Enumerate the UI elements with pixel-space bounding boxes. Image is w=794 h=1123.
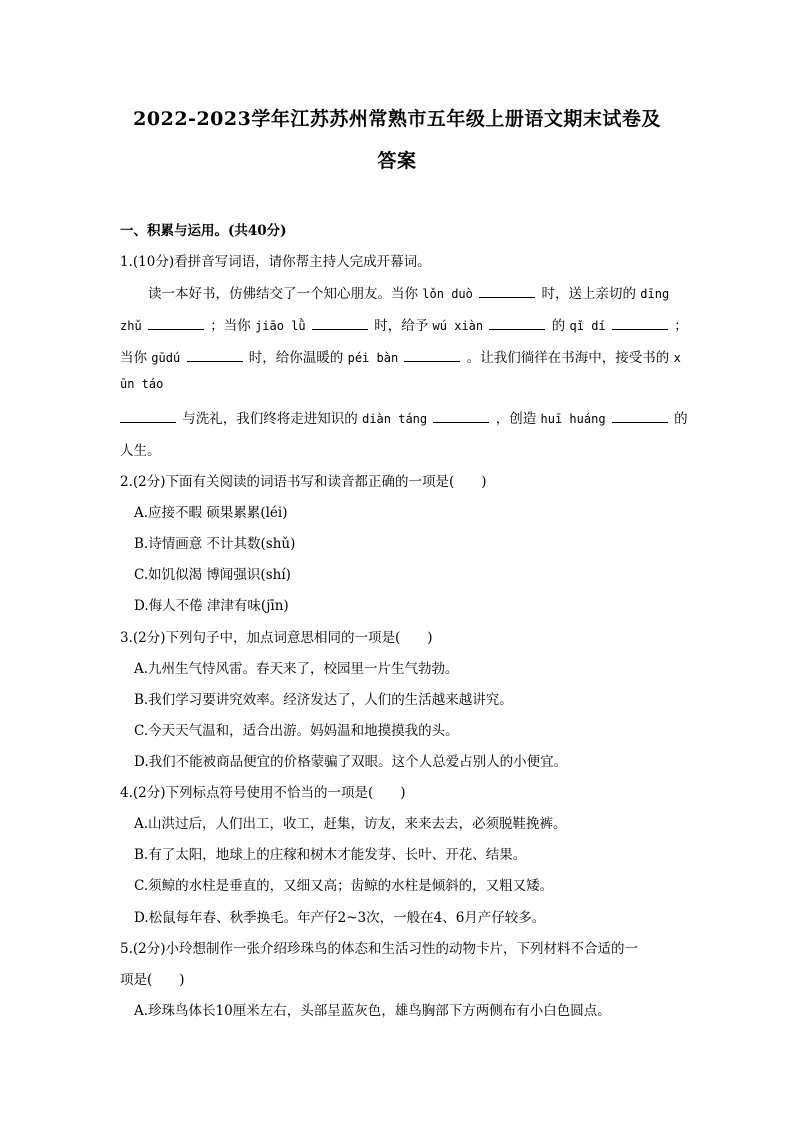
question-3-stem: 3.(2分)下列句子中，加点词意思相同的一项是( ) [120, 630, 433, 646]
option-d: D.我们不能被商品便宜的价格蒙骗了双眼。这个人总爱占别人的小便宜。 [134, 754, 568, 770]
option-c: C.须鲸的水柱是垂直的，又细又高；齿鲸的水柱是倾斜的，又粗又矮。 [134, 878, 554, 894]
section-heading: 一、积累与运用。(共40分) [120, 223, 287, 239]
question-1-line-2 [120, 314, 688, 334]
text: 读一本好书，仿佛结交了一个知心朋友。当你 [148, 286, 418, 302]
answer-blank[interactable] [479, 285, 535, 298]
answer-blank[interactable] [312, 317, 368, 330]
pinyin: huī huáng [540, 412, 606, 426]
question-4-stem: 4.(2分)下列标点符号使用不恰当的一项是( ) [120, 785, 406, 801]
text: ；当你 [210, 318, 251, 334]
question-5-stem: 5.(2分)小玲想制作一张介绍珍珠鸟的体态和生活习性的动物卡片，下列材料不合适的一 [120, 941, 639, 957]
answer-blank[interactable] [404, 349, 460, 362]
option-c: C.如饥似渴 博闻强识(shí) [134, 567, 291, 583]
page-title: 2022-2023学年江苏苏州常熟市五年级上册语文期末试卷及 [133, 108, 661, 130]
question-1-line-1 [148, 282, 669, 302]
text: 与洗礼，我们终将走进知识的 [182, 411, 358, 427]
option-b: B.我们学习要讲究效率。经济发达了，人们的生活越来越讲究。 [134, 692, 513, 708]
question-5-stem-continued: 项是( ) [120, 972, 185, 988]
answer-blank[interactable] [120, 410, 176, 423]
answer-blank[interactable] [187, 349, 243, 362]
page-title-continued: 答案 [377, 150, 417, 172]
pinyin: diàn táng [362, 412, 428, 426]
option-d: D.松鼠每年春、秋季换毛。年产仔2~3次，一般在4、6月产仔较多。 [134, 910, 546, 926]
pinyin: dīng [640, 287, 670, 301]
text: 的 [674, 411, 688, 427]
pinyin: jiāo lǜ [255, 319, 306, 333]
text: 当你 [120, 350, 147, 366]
pinyin: péi bàn [347, 351, 399, 365]
option-d: D.侮人不倦 津津有味(jīn) [134, 598, 289, 614]
pinyin: lǒn duò [422, 287, 473, 301]
pinyin: qǐ dí [569, 319, 606, 333]
option-c: C.今天天气温和，适合出游。妈妈温和地摸摸我的头。 [134, 723, 459, 739]
text: ，创造 [495, 411, 537, 427]
text: 时，给予 [374, 318, 429, 334]
text: 时，给你温暖的 [248, 350, 344, 366]
pinyin: gūdú [151, 351, 181, 365]
answer-blank[interactable] [433, 410, 489, 423]
text: 时，送上亲切的 [541, 286, 636, 302]
answer-blank[interactable] [612, 317, 668, 330]
pinyin: x [673, 351, 681, 365]
text: 的 [551, 318, 566, 334]
pinyin: zhǔ [120, 319, 142, 333]
question-2-stem: 2.(2分)下面有关阅读的词语书写和读音都正确的一项是( ) [120, 474, 487, 490]
question-1-line-3 [120, 346, 681, 366]
option-a: A.珍珠鸟体长10厘米左右，头部呈蓝灰色，雄鸟胸部下方两侧布有小白色圆点。 [134, 1003, 611, 1019]
text: 。让我们徜徉在书海中，接受书的 [466, 350, 670, 366]
question-1-stem: 1.(10分)看拼音写词语，请你帮主持人完成开幕词。 [120, 254, 431, 270]
option-a: A.山洪过后，人们出工，收工，赶集，访友，来来去去，必须脱鞋挽裤。 [134, 816, 567, 832]
option-a: A.应接不暇 硕果累累(léi) [134, 505, 288, 521]
answer-blank[interactable] [612, 410, 668, 423]
answer-blank[interactable] [148, 317, 204, 330]
option-b: B.诗情画意 不计其数(shǔ) [134, 536, 296, 552]
option-a: A.九州生气恃风雷。春天来了，校园里一片生气勃勃。 [134, 661, 459, 677]
text: ； [674, 318, 688, 334]
question-1-line-4 [120, 407, 688, 427]
pinyin: wú xiàn [432, 319, 484, 333]
question-1-line-5: 人生。 [120, 443, 161, 459]
answer-blank[interactable] [489, 317, 545, 330]
pinyin-continued: ūn táo [120, 377, 164, 391]
option-b: B.有了太阳，地球上的庄稼和树木才能发芽、长叶、开花、结果。 [134, 847, 527, 863]
